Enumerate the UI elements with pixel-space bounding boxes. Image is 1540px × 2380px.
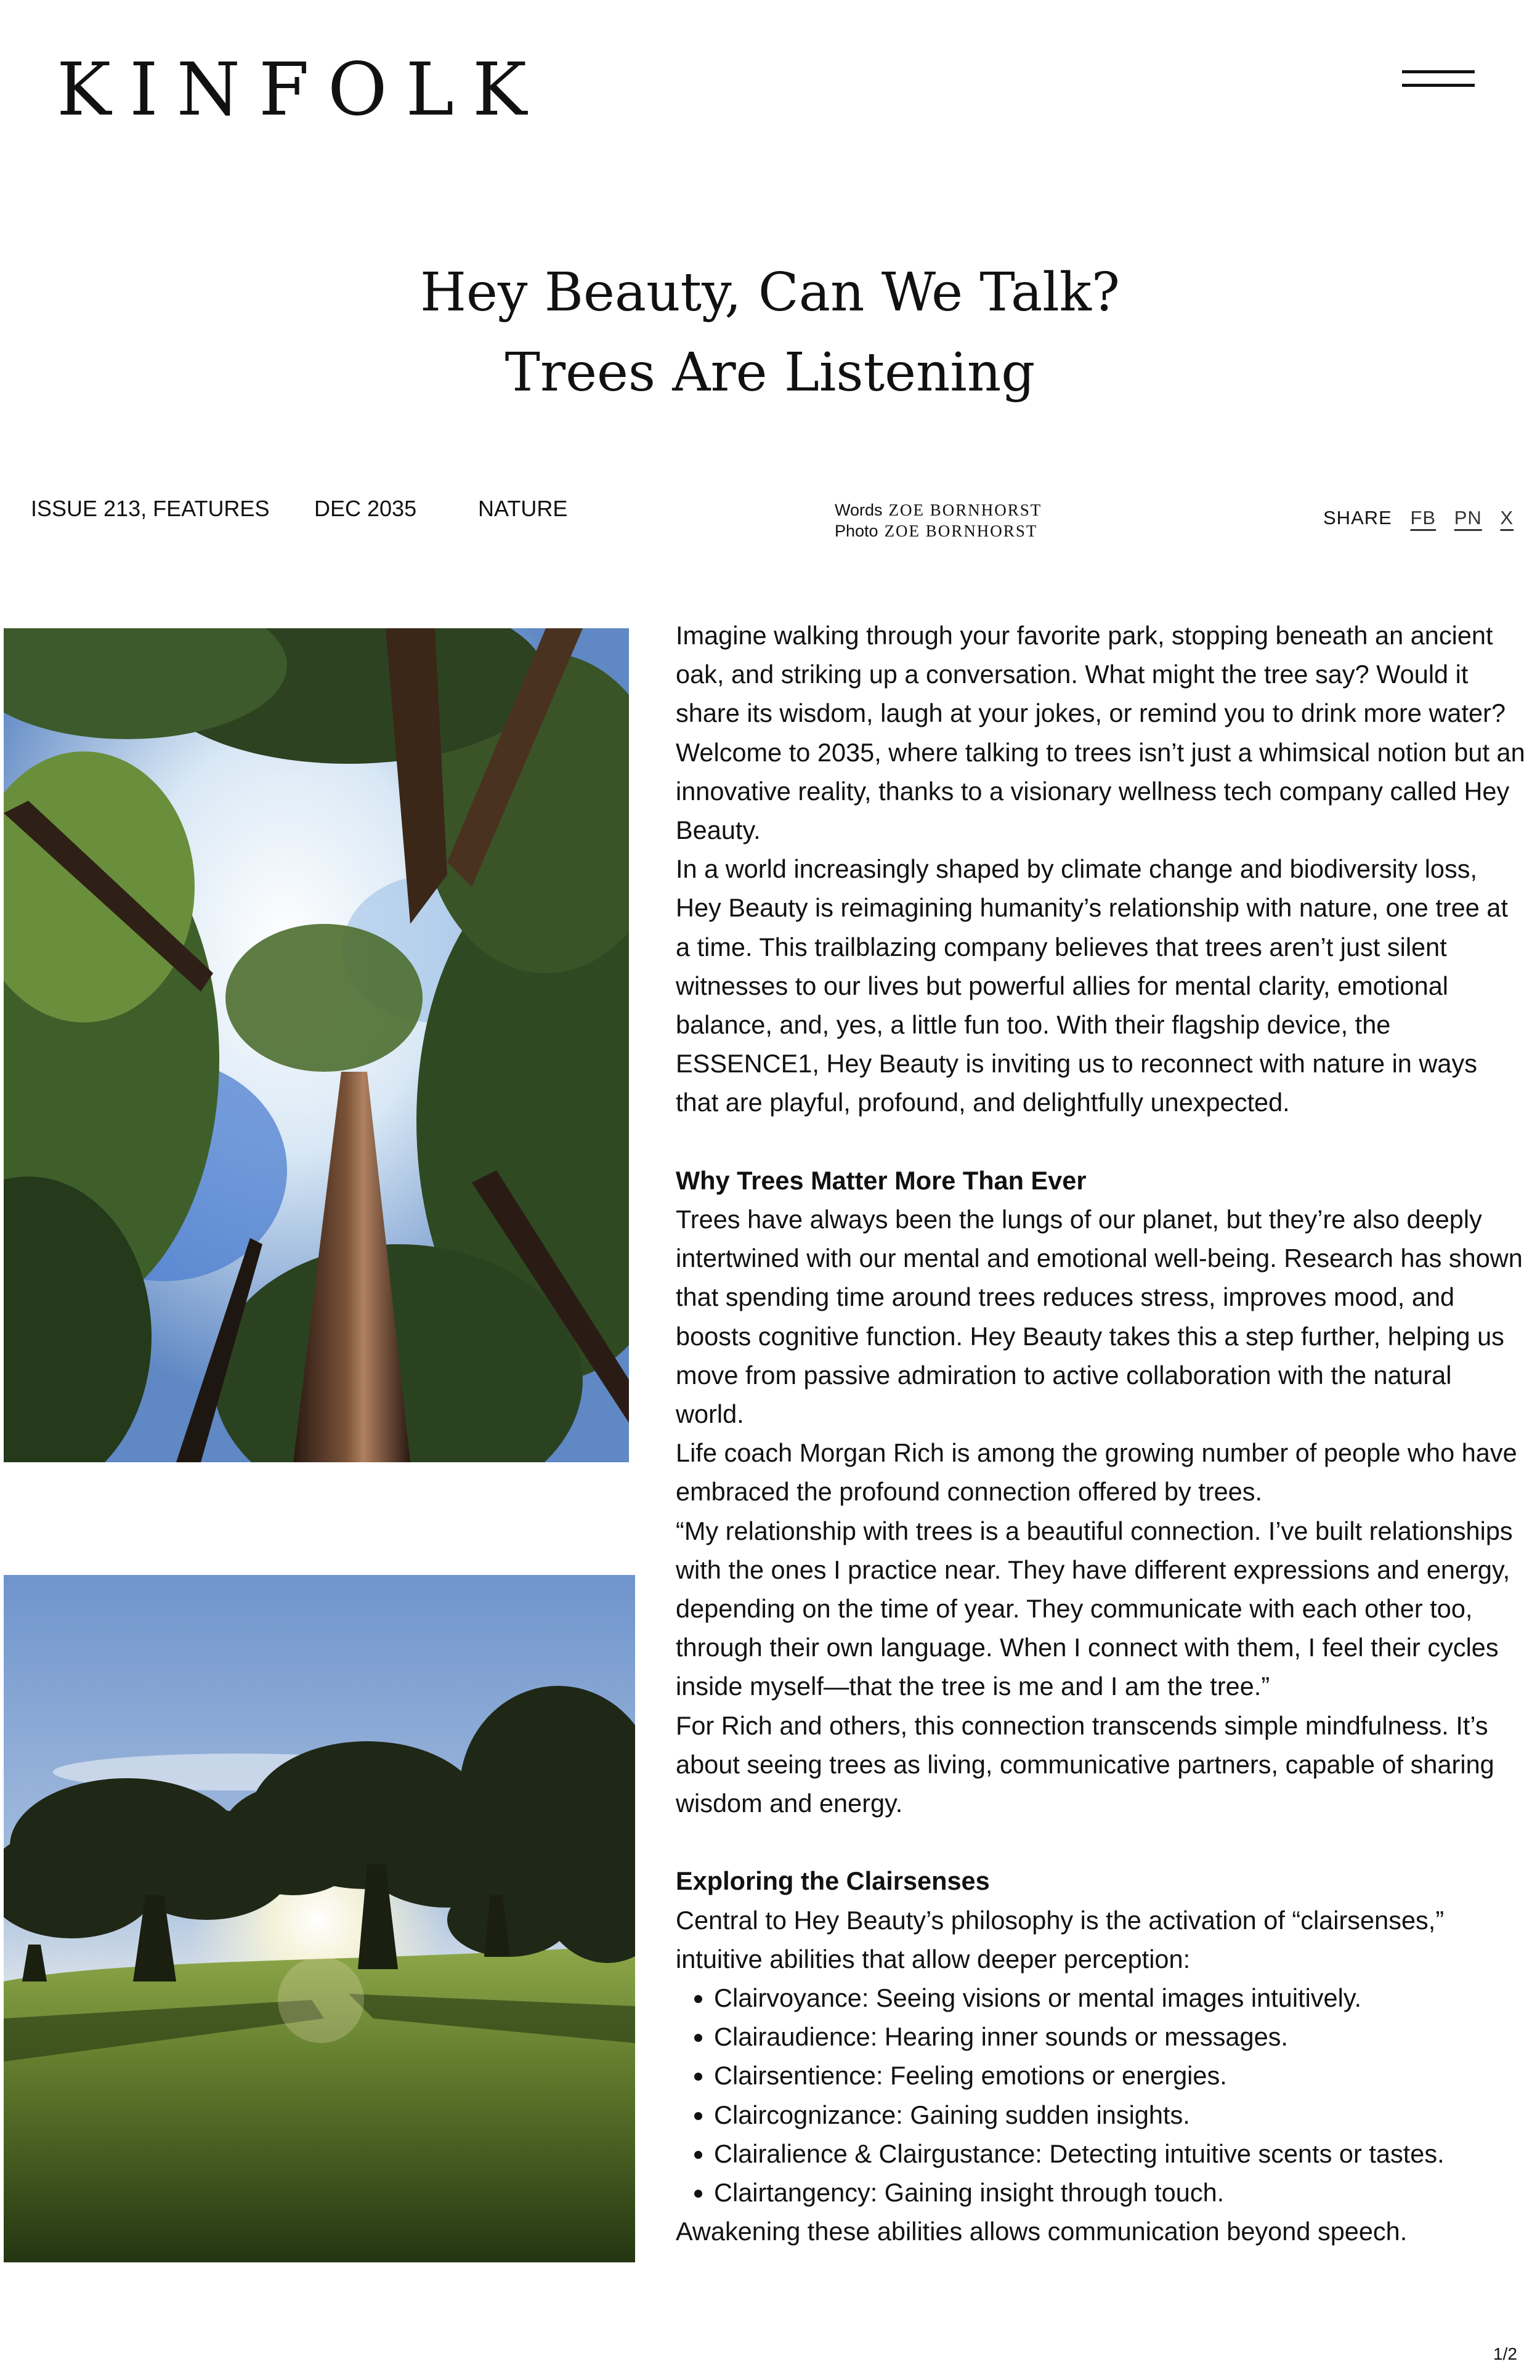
list-item: • Clairaudience: Hearing inner sounds or messages.	[714, 2017, 1526, 2056]
spacer	[676, 1823, 1526, 1861]
paragraph: For Rich and others, this connection transcends simple mindfulness. It’s about seeing trees as living, communicative partners, capable of sharing wisdom and energy.	[676, 1710, 1494, 1818]
oak-trees-sunset-photo	[4, 1575, 635, 2262]
article-title	[0, 253, 1540, 413]
date-label: DEC 2035	[314, 496, 417, 521]
paragraph: Central to Hey Beauty’s philosophy is the activation of “clairsenses,” intuitive abilities that allow deeper perception:	[676, 1905, 1445, 1973]
page-indicator: 1/2	[1493, 2344, 1517, 2363]
paragraph: In a world increasingly shaped by climate change and biodiversity loss, Hey Beauty is reimagining humanity’s relationship with nature, one tree at a time. This trailblazing company believes that trees aren’t just silent witnesses to our lives but powerful allies for mental clarity, emotional balance, and, yes, a little fun too. With their flagship device, the ESSENCE1, Hey Beauty is inviting us to reconnect with nature in ways that are playful, profound, and delightfully unexpected.	[676, 854, 1509, 1117]
share-x-link[interactable]: X	[1500, 507, 1514, 528]
article-title-line-1: Hey Beauty, Can We Talk?	[419, 262, 1121, 323]
clairsenses-list	[676, 1978, 1526, 2212]
section-heading: Why Trees Matter More Than Ever	[676, 1165, 1087, 1195]
issue-label[interactable]: ISSUE 213, FEATURES	[31, 496, 270, 521]
share-pinterest-link[interactable]: PN	[1454, 507, 1482, 528]
words-name[interactable]: ZOE BORNHORST	[888, 501, 1042, 519]
kinfolk-logo[interactable]: KINFOLK	[57, 47, 546, 132]
quote-paragraph: “My relationship with trees is a beautiful connection. I’ve built relationships with the ones I practice near. They have different expressions and energy, depending on the time of year. They communicate with each other too, through their own language. When I connect with them, I feel their cycles inside myself—that the tree is me and I am the tree.”	[676, 1516, 1513, 1701]
article-title-line-2: Trees Are Listening	[505, 342, 1035, 403]
paragraph: Awakening these abilities allows communication beyond speech.	[676, 2217, 1408, 2246]
credits-block	[835, 500, 1042, 541]
category-label[interactable]: NATURE	[478, 496, 568, 521]
photo-credit	[835, 520, 1042, 541]
paragraph: Trees have always been the lungs of our planet, but they’re also deeply intertwined with our mental and emotional well-being. Research has shown that spending time around trees reduces stress, improves mood, and boosts cognitive function. Hey Beauty takes this a step further, helping us move from passive admiration to active collaboration with the natural world.	[676, 1205, 1523, 1429]
list-item: • Clairvoyance: Seeing visions or mental images intuitively.	[714, 1978, 1526, 2017]
words-credit	[835, 500, 1042, 520]
hamburger-menu-icon[interactable]	[1402, 65, 1475, 90]
spacer	[676, 1122, 1526, 1161]
list-item: • Claircognizance: Gaining sudden insights.	[714, 2095, 1526, 2134]
paragraph: Life coach Morgan Rich is among the growing number of people who have embraced the profound connection offered by trees.	[676, 1438, 1517, 1507]
menu-line	[1402, 84, 1475, 87]
article-body	[676, 616, 1526, 2251]
photo-name[interactable]: ZOE BORNHORST	[884, 522, 1038, 540]
photo-label: Photo	[835, 522, 878, 540]
list-item: • Clairsentience: Feeling emotions or energies.	[714, 2056, 1526, 2095]
share-facebook-link[interactable]: FB	[1410, 507, 1437, 528]
redwoods-photo	[4, 628, 629, 1462]
paragraph: Imagine walking through your favorite park, stopping beneath an ancient oak, and striking up a conversation. What might the tree say? Would it share its wisdom, laugh at your jokes, or remind you to drink more water? Welcome to 2035, where talking to trees isn’t just a whimsical notion but an innovative reality, thanks to a visionary wellness tech company called Hey Beauty.	[676, 621, 1525, 845]
words-label: Words	[835, 501, 883, 519]
share-bar	[1323, 507, 1514, 529]
list-item: • Clairtangency: Gaining insight through touch.	[714, 2173, 1526, 2212]
share-label: SHARE	[1323, 507, 1392, 528]
section-heading: Exploring the Clairsenses	[676, 1866, 990, 1896]
list-item: • Clairalience & Clairgustance: Detecting intuitive scents or tastes.	[714, 2134, 1526, 2173]
menu-line	[1402, 70, 1475, 73]
